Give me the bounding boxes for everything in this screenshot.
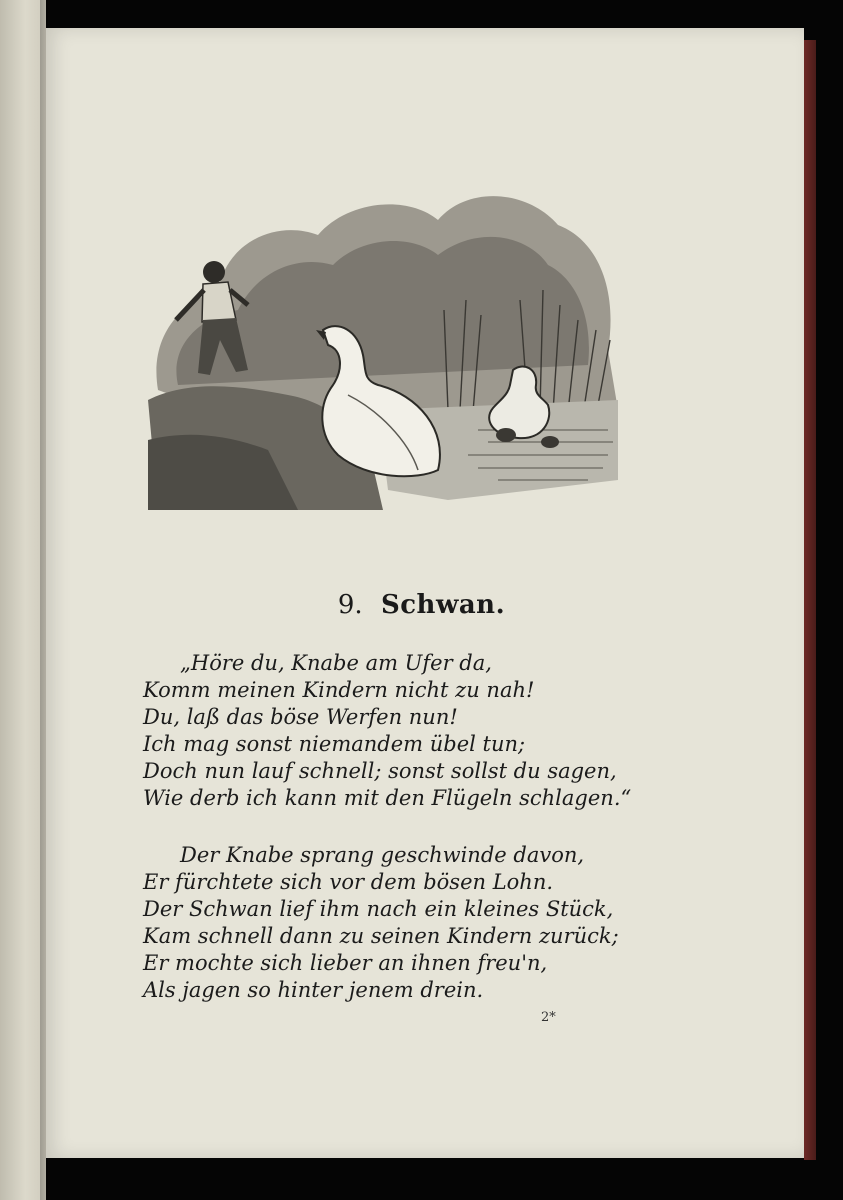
stanza-line: Doch nun lauf schnell; sonst sollst du sagen, — [143, 759, 617, 783]
stanza-line: Kam schnell dann zu seinen Kindern zurück; — [143, 924, 619, 948]
stanza-line: Als jagen so hinter jenem drein. — [143, 978, 484, 1002]
stanza-line: Der Schwan lief ihm nach ein kleines Stück, — [143, 897, 614, 921]
poem-number: 9. — [337, 590, 363, 620]
stanza-line: Komm meinen Kindern nicht zu nah! — [143, 678, 535, 702]
poem-title — [0, 590, 843, 620]
stanza-line: Der Knabe sprang geschwinde davon, — [180, 843, 585, 867]
stanza-line: Ich mag sonst niemandem übel tun; — [143, 732, 526, 756]
stanza-line: Er fürchtete sich vor dem bösen Lohn. — [143, 870, 554, 894]
printer-signature-mark: 2* — [541, 1010, 556, 1025]
stanza-line: Wie derb ich kann mit den Flügeln schlagen.“ — [143, 786, 632, 810]
swan-engraving-illustration — [148, 180, 623, 520]
stanza-line: „Höre du, Knabe am Ufer da, — [180, 651, 492, 675]
poem-stanza-2 — [143, 842, 703, 1004]
stanza-line: Er mochte sich lieber an ihnen freu'n, — [143, 951, 548, 975]
stanza-line: Du, laß das böse Werfen nun! — [143, 705, 458, 729]
poem-stanza-1 — [143, 650, 703, 812]
poem-title-text: Schwan. — [380, 590, 506, 620]
